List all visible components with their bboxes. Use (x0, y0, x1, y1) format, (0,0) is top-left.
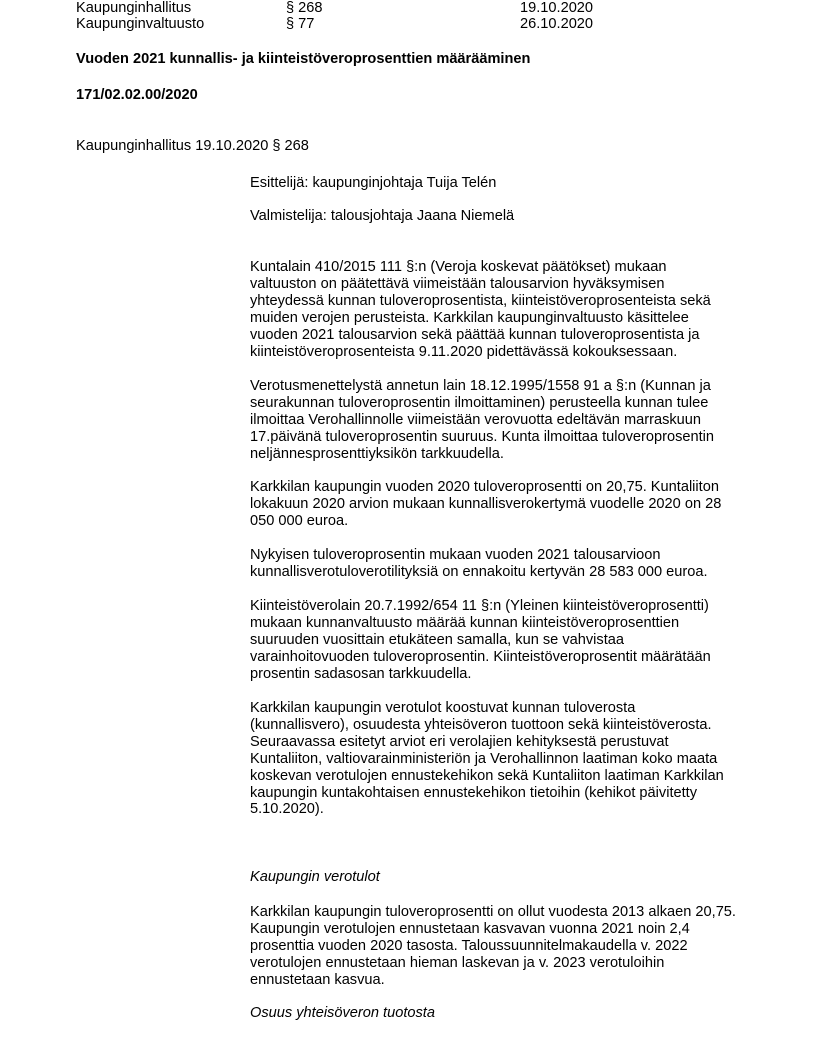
paragraph-line: kiinteistöveroprosenteista 9.11.2020 pidettävässä kokouksessaan. (250, 343, 678, 360)
meeting-body: Kaupunginhallitus (76, 0, 192, 16)
paragraph (250, 547, 770, 581)
subheading: Kaupungin verotulot (250, 869, 380, 885)
paragraph (250, 479, 770, 530)
meeting-section: § 77 (286, 16, 315, 32)
paragraph-line: mukaan kunnanvaltuusto määrää kunnan kiinteistöveroprosenttien (250, 614, 680, 631)
paragraph-line: (kunnallisvero), osuudesta yhteisöveron tuottoon sekä kiinteistöverosta. (250, 716, 712, 733)
paragraph-line: 5.10.2020). (250, 801, 324, 818)
paragraph-line: Karkkilan kaupungin tuloveroprosentti on ollut vuodesta 2013 alkaen 20,75. (250, 904, 736, 920)
paragraph-line: suuruuden vuosittain etukäteen samalla, kun se vahvistaa (250, 631, 624, 648)
paragraph-line: Karkkilan kaupungin verotulot koostuvat kunnan tuloverosta (250, 700, 636, 716)
paragraph-line: lokakuun 2020 arvion mukaan kunnallisverokertymä vuodelle 2020 on 28 (250, 495, 722, 512)
paragraph-line: prosenttia vuoden 2020 tasosta. Taloussuunnitelmakaudella v. 2022 (250, 937, 688, 954)
paragraph (250, 598, 770, 683)
paragraph-line: Kuntaliiton, valtiovarainministeriön ja Verohallinnon laatiman koko maata (250, 750, 718, 767)
subheading: Osuus yhteisöveron tuotosta (250, 1005, 435, 1021)
paragraph-line: valtuuston on päätettävä viimeistään talousarvion hyväksymisen (250, 275, 665, 292)
paragraph-line: 050 000 euroa. (250, 512, 349, 529)
document-title: Vuoden 2021 kunnallis- ja kiinteistöveroprosenttien määrääminen (76, 51, 531, 67)
paragraph-line: Kuntalain 410/2015 111 §:n (Veroja koskevat päätökset) mukaan (250, 259, 667, 275)
record-number: 171/02.02.00/2020 (76, 87, 198, 103)
presenter: Esittelijä: kaupunginjohtaja Tuija Telén (250, 175, 497, 191)
paragraph-line: koskevan verotulojen ennustekehikon sekä Kuntaliiton laatiman Karkkilan (250, 767, 724, 784)
paragraph-line: Seuraavassa esitetyt arviot eri verolajien kehityksestä perustuvat (250, 733, 669, 750)
meeting-date: 19.10.2020 (520, 0, 594, 16)
paragraph-line: varainhoitovuoden tuloveroprosentin. Kiinteistöveroprosentit määrätään (250, 648, 711, 665)
paragraph-line: Verotusmenettelystä annetun lain 18.12.1995/1558 91 a §:n (Kunnan ja (250, 378, 711, 394)
paragraph-line: kaupungin kuntakohtaisen ennustekehikon tietoihin (kehikot päivitetty (250, 784, 698, 801)
paragraph-line: yhteydessä kunnan tuloveroprosentista, kiinteistöveroprosenteista sekä (250, 292, 711, 309)
paragraph-line: prosentin sadasosan tarkkuudella. (250, 665, 472, 682)
paragraph-line: Karkkilan kaupungin vuoden 2020 tuloveroprosentti on 20,75. Kuntaliiton (250, 479, 719, 495)
paragraph-line: Nykyisen tuloveroprosentin mukaan vuoden 2021 talousarvioon (250, 547, 661, 563)
paragraph-line: 17.päivänä tuloveroprosentin suuruus. Kunta ilmoittaa tuloveroprosentin (250, 428, 715, 445)
paragraph-line: seurakunnan tuloveroprosentin ilmoittaminen) perusteella kunnan tulee (250, 394, 709, 411)
preparer: Valmistelija: talousjohtaja Jaana Niemelä (250, 208, 515, 224)
meeting-body: Kaupunginvaltuusto (76, 16, 205, 32)
paragraph (250, 259, 770, 360)
meeting-header: Kaupunginhallitus 19.10.2020 § 268 (76, 138, 309, 154)
meeting-section: § 268 (286, 0, 323, 16)
paragraph-line: ilmoittaa Verohallinnolle viimeistään verovuotta edeltävän marraskuun (250, 411, 702, 428)
paragraph-line: verotulojen ennustetaan hieman laskevan ja v. 2023 verotuloihin (250, 954, 665, 971)
paragraph-line: muiden verojen perusteista. Karkkilan kaupunginvaltuusto käsittelee (250, 309, 689, 326)
paragraph (250, 904, 770, 989)
paragraph (250, 700, 770, 818)
paragraph (250, 378, 770, 463)
paragraph-line: vuoden 2021 talousarvion sekä päättää kunnan tuloveroprosentista ja (250, 326, 700, 343)
paragraph-line: neljännesprosenttiyksikön tarkkuudella. (250, 445, 504, 462)
paragraph-line: Kaupungin verotulojen ennustetaan kasvavan vuonna 2021 noin 2,4 (250, 920, 690, 937)
paragraph-line: ennustetaan kasvua. (250, 971, 385, 988)
meeting-date: 26.10.2020 (520, 16, 594, 32)
paragraph-line: kunnallisverotuloverotilityksiä on ennakoitu kertyvän 28 583 000 euroa. (250, 563, 708, 580)
paragraph-line: Kiinteistöverolain 20.7.1992/654 11 §:n (Yleinen kiinteistöveroprosentti) (250, 598, 709, 614)
